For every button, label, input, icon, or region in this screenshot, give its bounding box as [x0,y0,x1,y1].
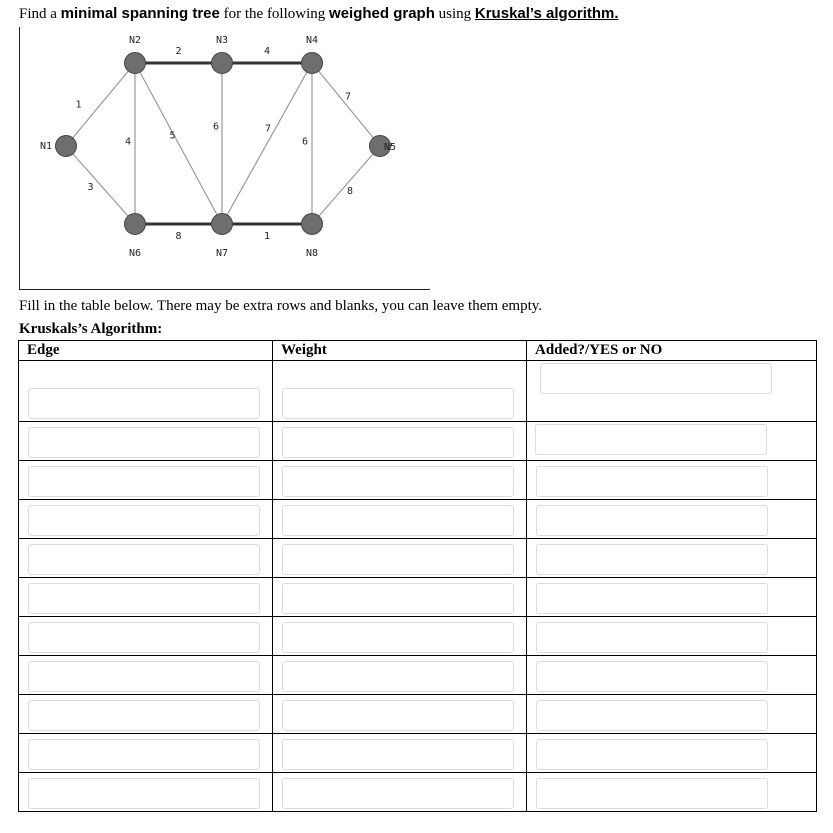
node-label-n8: N8 [305,248,319,259]
question-term-kruskal: Kruskal’s algorithm. [474,5,619,22]
added-input[interactable] [536,661,768,692]
table-row [19,461,817,500]
kruskal-table [18,340,817,812]
edge-weight-label: 7 [264,123,272,135]
weight-cell [273,734,527,773]
weight-cell [273,617,527,656]
added-input[interactable] [536,700,768,731]
weight-input[interactable] [282,505,514,536]
edge-n4-n5 [312,63,380,146]
added-cell [527,695,817,734]
edge-weight-label: 8 [346,186,354,197]
edge-weight-label: 6 [212,121,220,133]
edge-cell [19,734,273,773]
question-term-graph: weighed graph [329,5,435,22]
question-mid: for the following [219,6,330,22]
edge-weight-label: 1 [75,99,82,111]
edge-input[interactable] [28,388,260,419]
node-label-n3: N3 [215,35,229,46]
edge-input[interactable] [28,778,260,809]
question-prefix: Find a [19,6,61,22]
table-row [19,656,817,695]
edge-weight-label: 1 [263,231,271,242]
weight-cell [273,773,527,812]
edge-weight-label: 7 [344,91,352,103]
added-input[interactable] [536,544,768,575]
edge-input[interactable] [28,739,260,770]
edge-input[interactable] [28,583,260,614]
node-n6 [125,214,146,235]
graph-svg [20,27,430,289]
edge-weight-label: 2 [175,46,182,57]
added-cell [527,361,817,422]
node-n1 [56,136,77,157]
added-cell [527,656,817,695]
weight-cell [273,656,527,695]
edge-weight-label: 8 [175,231,182,242]
table-header-row [19,341,817,361]
question-text [19,5,619,23]
edge-cell [19,773,273,812]
question-using: using [434,6,475,22]
node-n2 [125,53,146,74]
table-row [19,695,817,734]
node-label-n2: N2 [128,35,142,46]
algorithm-title: Kruskals’s Algorithm: [19,321,163,337]
weight-cell [273,461,527,500]
edge-cell [19,578,273,617]
node-label-n5: N5 [384,142,397,153]
added-cell [527,734,817,773]
added-input[interactable] [536,622,768,653]
weight-cell [273,500,527,539]
weight-cell [273,695,527,734]
header-added: Added?/YES or NO [527,341,817,361]
weight-input[interactable] [282,778,514,809]
added-cell [527,500,817,539]
added-cell [527,617,817,656]
node-n3 [212,53,233,74]
added-input[interactable] [536,739,768,770]
weight-cell [273,422,527,461]
table-row [19,578,817,617]
node-n4 [302,53,323,74]
node-label-n1: N1 [39,141,52,152]
weight-input[interactable] [282,661,514,692]
edge-input[interactable] [28,661,260,692]
node-label-n4: N4 [305,35,319,46]
edge-cell [19,461,273,500]
weight-input[interactable] [282,583,514,614]
edge-n4-n7 [222,63,312,224]
edge-cell [19,500,273,539]
weight-input[interactable] [282,466,514,497]
edge-input[interactable] [28,505,260,536]
table-row [19,617,817,656]
table-row [19,422,817,461]
edge-weight-label: 5 [169,130,176,142]
edge-weight-label: 3 [87,182,94,193]
edge-weight-label: 6 [301,136,309,148]
weight-cell [273,361,527,422]
edge-cell [19,361,273,422]
edge-weight-label: 4 [263,46,271,57]
node-label-n7: N7 [215,248,229,259]
table-row [19,361,817,422]
edge-input[interactable] [28,427,260,458]
table-row [19,539,817,578]
weight-input[interactable] [282,388,514,419]
edge-cell [19,539,273,578]
table-row [19,500,817,539]
added-cell [527,773,817,812]
added-cell [527,461,817,500]
weight-input[interactable] [282,739,514,770]
edge-n1-n6 [66,146,135,224]
edge-cell [19,656,273,695]
weight-cell [273,578,527,617]
header-weight: Weight [273,341,527,361]
added-input[interactable] [540,363,772,394]
weight-input[interactable] [282,427,514,458]
edge-n2-n7 [135,63,222,224]
node-n8 [302,214,323,235]
weight-input[interactable] [282,544,514,575]
edge-weight-label: 4 [124,136,132,148]
added-input[interactable] [536,505,768,536]
table-row [19,773,817,812]
header-edge: Edge [19,341,273,361]
edge-cell [19,695,273,734]
added-cell [527,539,817,578]
edge-input[interactable] [28,544,260,575]
added-input[interactable] [536,466,768,497]
weight-input[interactable] [282,622,514,653]
added-cell [527,578,817,617]
graph-figure [19,27,430,290]
node-n7 [212,214,233,235]
edge-input[interactable] [28,622,260,653]
added-input[interactable] [536,778,768,809]
edge-input[interactable] [28,466,260,497]
added-cell [527,422,817,461]
node-label-n6: N6 [128,248,142,259]
table-row [19,734,817,773]
weight-cell [273,539,527,578]
added-input[interactable] [536,583,768,614]
question-term-mst: minimal spanning tree [60,5,220,22]
edge-cell [19,617,273,656]
added-input[interactable] [535,424,767,455]
weight-input[interactable] [282,700,514,731]
edge-input[interactable] [28,700,260,731]
edge-n5-n8 [312,146,380,224]
edge-cell [19,422,273,461]
instruction-text: Fill in the table below. There may be extra rows and blanks, you can leave them empty. [19,298,543,314]
